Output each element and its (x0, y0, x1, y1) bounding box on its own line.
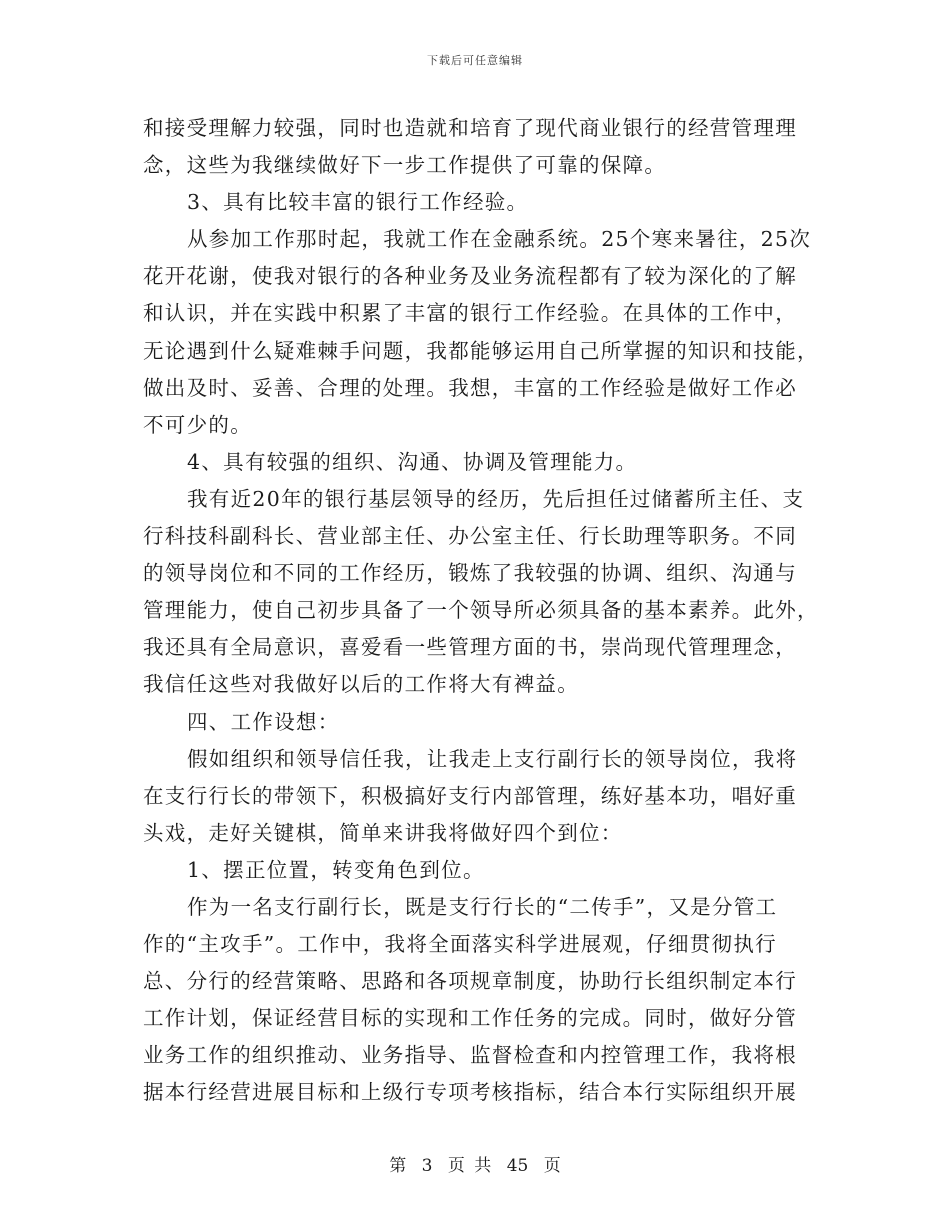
text-line: 1、摆正位置，转变角色到位。 (187, 857, 485, 882)
text-line: 管理能力，使自己初步具备了一个领导所必须具备的基本素养。此外， (143, 598, 819, 623)
text-line: 和认识，并在实践中积累了丰富的银行工作经验。在具体的工作中， (143, 301, 797, 326)
footer-prefix: 第 (389, 1156, 407, 1176)
footer-middle: 页 共 (447, 1156, 492, 1176)
text-line: 四、工作设想： (187, 709, 340, 734)
text-line: 做出及时、妥善、合理的处理。我想，丰富的工作经验是做好工作必 (143, 375, 797, 400)
text-line: 作为一名支行副行长，既是支行行长的“二传手”，又是分管工 (187, 894, 778, 919)
text-line: 的领导岗位和不同的工作经历，锻炼了我较强的协调、组织、沟通与 (143, 561, 797, 586)
footer-suffix: 页 (543, 1156, 561, 1176)
text-line: 不可少的。 (143, 412, 252, 437)
total-page-count: 45 (506, 1156, 529, 1176)
text-line: 业务工作的组织推动、业务指导、监督检查和内控管理工作，我将根 (143, 1043, 797, 1068)
text-line: 我信任这些对我做好以后的工作将大有裨益。 (143, 672, 579, 697)
text-line: 据本行经营进展目标和上级行专项考核指标，结合本行实际组织开展 (143, 1080, 797, 1105)
text-line: 和接受理解力较强，同时也造就和培育了现代商业银行的经营管理理 (143, 116, 797, 140)
text-line: 在支行行长的带领下，积极搞好支行内部管理，练好基本功，唱好重 (143, 783, 797, 808)
text-line: 3、具有比较丰富的银行工作经验。 (187, 190, 529, 215)
text-line: 4、具有较强的组织、沟通、协调及管理能力。 (187, 449, 638, 474)
text-line: 行科技科副科长、营业部主任、办公室主任、行长助理等职务。不同 (143, 524, 797, 549)
text-line: 我有近20年的银行基层领导的经历，先后担任过储蓄所主任、支 (187, 486, 805, 511)
text-line: 无论遇到什么疑难棘手问题，我都能够运用自己所掌握的知识和技能， (143, 338, 819, 363)
text-line: 从参加工作那时起，我就工作在金融系统。25个寒来暑往，25次 (187, 227, 812, 252)
text-line: 作的“主攻手”。工作中，我将全面落实科学进展观，仔细贯彻执行 (143, 932, 777, 957)
text-line: 头戏，走好关键棋，简单来讲我将做好四个到位： (143, 820, 623, 845)
text-line: 念，这些为我继续做好下一步工作提供了可靠的保障。 (143, 153, 667, 178)
page-header: 下载后可任意编辑 (427, 54, 523, 67)
document-body (143, 110, 819, 1112)
text-line: 总、分行的经营策略、思路和各项规章制度，协助行长组织制定本行 (143, 969, 797, 994)
current-page-number: 3 (421, 1156, 433, 1176)
text-line: 工作计划，保证经营目标的实现和工作任务的完成。同时，做好分管 (143, 1006, 797, 1031)
text-line: 假如组织和领导信任我，让我走上支行副行长的领导岗位，我将 (187, 746, 798, 771)
page-footer (0, 1151, 950, 1176)
text-line: 花开花谢，使我对银行的各种业务及业务流程都有了较为深化的了解 (143, 264, 797, 289)
text-line: 我还具有全局意识，喜爱看一些管理方面的书，崇尚现代管理理念， (143, 635, 797, 660)
